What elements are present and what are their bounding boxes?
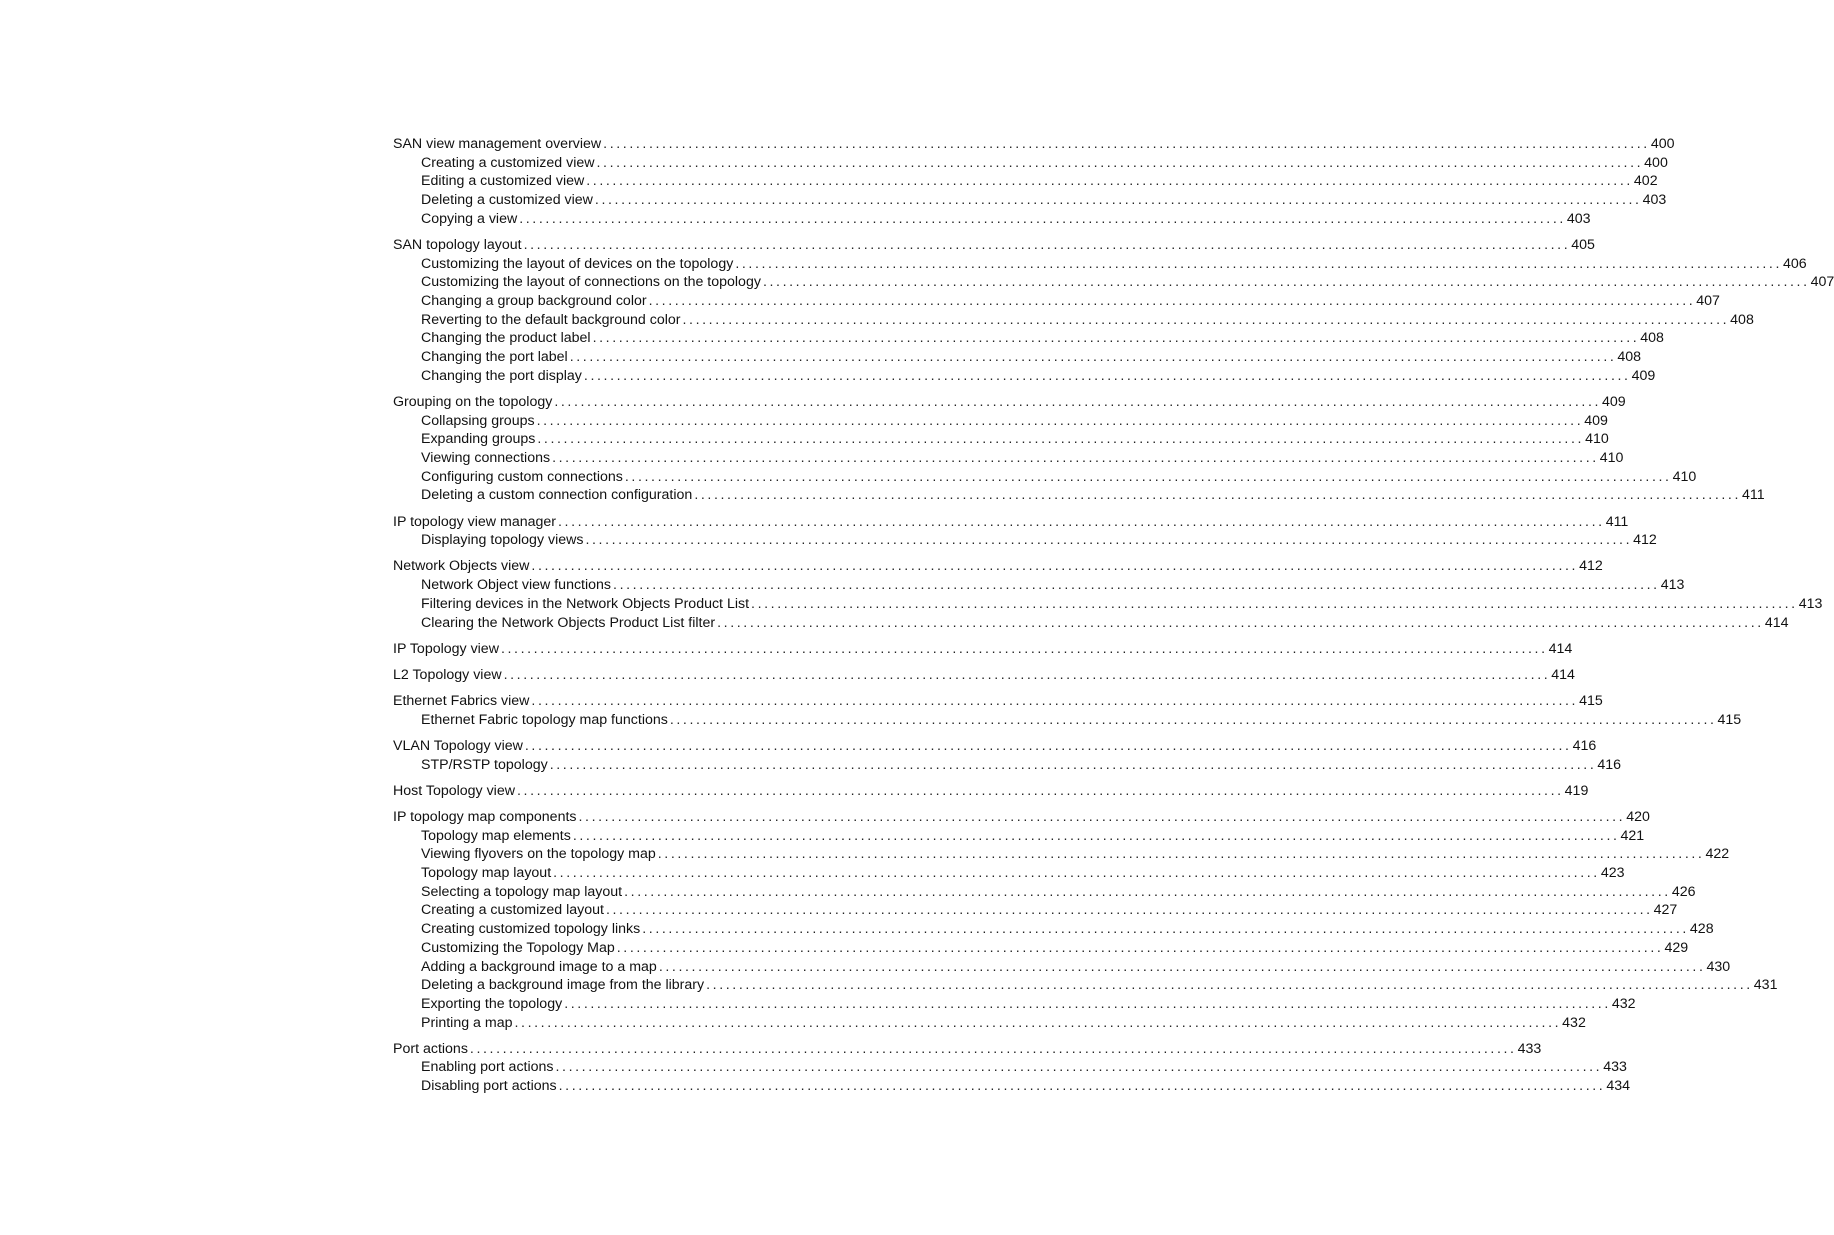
dot-leader: ................................................................................................................................................................	[514, 1014, 1562, 1031]
toc-subentry[interactable]	[393, 154, 1668, 173]
toc-entry-title: Creating customized topology links	[421, 921, 641, 938]
toc-entry-title: Printing a map	[421, 1014, 513, 1031]
toc-page-number: 409	[1584, 412, 1608, 429]
toc-page-number: 412	[1579, 558, 1603, 575]
toc-page-number: 427	[1653, 902, 1678, 919]
dot-leader: ................................................................................................................................................................	[500, 640, 1548, 657]
dot-leader: ................................................................................................................................................................	[572, 827, 1620, 844]
dot-leader: ................................................................................................................................................................	[717, 614, 1764, 631]
toc-entry-title: Port actions	[393, 1040, 468, 1057]
toc-subentry[interactable]	[393, 827, 1645, 846]
toc-entry-title: Ethernet Fabrics view	[393, 693, 530, 710]
toc-entry[interactable]	[393, 135, 1675, 154]
toc-subentry[interactable]	[393, 995, 1636, 1014]
toc-subentry[interactable]	[393, 845, 1730, 864]
toc-subentry[interactable]	[393, 311, 1754, 330]
toc-subentry[interactable]	[393, 255, 1807, 274]
toc-page-number: 405	[1571, 236, 1595, 253]
toc-entry-title: Collapsing groups	[421, 412, 535, 429]
toc-subentry[interactable]	[393, 486, 1765, 505]
toc-subentry[interactable]	[393, 292, 1720, 311]
toc-entry-title: Host Topology view	[393, 782, 515, 799]
toc-page-number: 408	[1617, 349, 1642, 366]
toc-page-number: 409	[1631, 367, 1656, 384]
toc-page-number: 420	[1626, 809, 1650, 825]
toc-entry-title: Filtering devices in the Network Objects Product List	[421, 595, 750, 612]
toc-subentry[interactable]	[393, 348, 1642, 367]
toc-section	[393, 557, 1823, 632]
toc-page-number: 433	[1603, 1059, 1627, 1076]
dot-leader: ................................................................................................................................................................	[682, 311, 1730, 328]
toc-page-number: 410	[1672, 468, 1697, 485]
toc-entry-title: Clearing the Network Objects Product List filter	[421, 614, 716, 631]
toc-subentry[interactable]	[393, 756, 1622, 775]
toc-page-number: 413	[1798, 595, 1823, 612]
toc-section	[393, 737, 1622, 774]
dot-leader: ................................................................................................................................................................	[694, 487, 1741, 504]
dot-leader: ................................................................................................................................................................	[554, 393, 1602, 410]
toc-page-number: 431	[1753, 977, 1778, 994]
toc-page-number: 407	[1810, 274, 1834, 291]
toc-entry-title: Topology map elements	[421, 827, 571, 844]
toc-subentry[interactable]	[393, 883, 1696, 902]
dot-leader: ................................................................................................................................................................	[523, 236, 1571, 253]
toc-subentry[interactable]	[393, 412, 1608, 431]
dot-leader: ................................................................................................................................................................	[578, 809, 1626, 825]
dot-leader: ................................................................................................................................................................	[553, 865, 1600, 882]
toc-page-number: 429	[1664, 939, 1689, 956]
toc-subentry[interactable]	[393, 939, 1689, 958]
toc-page-number: 426	[1671, 883, 1696, 900]
toc-entry-title: Deleting a customized view	[421, 192, 593, 209]
toc-entry-title: Grouping on the topology	[393, 393, 553, 410]
toc-section	[393, 692, 1742, 729]
toc-entry-title: Displaying topology views	[421, 532, 584, 549]
toc-subentry[interactable]	[393, 901, 1678, 920]
dot-leader: ................................................................................................................................................................	[616, 939, 1664, 956]
toc-page-number: 400	[1650, 136, 1675, 152]
dot-leader: ................................................................................................................................................................	[605, 902, 1653, 919]
toc-page-number: 434	[1606, 1078, 1630, 1095]
toc-entry-title: Network Objects view	[393, 558, 530, 575]
toc-page-number: 428	[1689, 921, 1714, 938]
toc-subentry[interactable]	[393, 864, 1625, 883]
toc-section	[393, 393, 1765, 505]
toc-page-number: 411	[1742, 487, 1765, 504]
dot-leader: ................................................................................................................................................................	[558, 513, 1605, 530]
toc-entry-title: Changing the port label	[421, 349, 568, 366]
toc-entry-title: Reverting to the default background color	[421, 311, 681, 328]
toc-subentry[interactable]	[393, 468, 1697, 487]
toc-page-number: 403	[1566, 210, 1591, 227]
dot-leader: ................................................................................................................................................................	[735, 255, 1782, 272]
dot-leader: ................................................................................................................................................................	[503, 666, 1551, 683]
toc-entry-title: SAN view management overview	[393, 136, 602, 152]
toc-page-number: 433	[1517, 1040, 1542, 1057]
dot-leader: ................................................................................................................................................................	[642, 921, 1689, 938]
dot-leader: ................................................................................................................................................................	[586, 173, 1633, 190]
toc-page-number: 410	[1585, 431, 1609, 448]
toc-entry-title: Deleting a background image from the library	[421, 977, 705, 994]
toc-page-number: 406	[1783, 255, 1807, 272]
toc-page-number: 410	[1599, 450, 1624, 466]
toc-page-number: 416	[1597, 756, 1622, 773]
toc-section	[393, 640, 1573, 659]
toc-entry-title: Changing the product label	[421, 330, 591, 347]
toc-entry-title: Viewing connections	[421, 450, 551, 466]
toc-entry-title: IP topology view manager	[393, 513, 556, 530]
dot-leader: ................................................................................................................................................................	[592, 330, 1640, 347]
toc-section	[393, 666, 1575, 685]
toc-subentry[interactable]	[393, 430, 1609, 449]
toc-section	[393, 135, 1675, 228]
dot-leader: ................................................................................................................................................................	[657, 846, 1705, 863]
toc-entry-title: Viewing flyovers on the topology map	[421, 846, 656, 863]
toc-page-number: 421	[1620, 827, 1645, 844]
toc-page-number: 409	[1602, 393, 1626, 410]
dot-leader: ................................................................................................................................................................	[583, 367, 1631, 384]
toc-page-number: 403	[1642, 192, 1667, 209]
toc-entry-title: Deleting a custom connection configuration	[421, 487, 693, 504]
dot-leader: ................................................................................................................................................................	[706, 977, 1753, 994]
toc-entry-title: Selecting a topology map layout	[421, 883, 623, 900]
dot-leader: ................................................................................................................................................................	[751, 595, 1798, 612]
toc-subentry[interactable]	[393, 449, 1624, 468]
toc-page-number: 432	[1611, 995, 1636, 1012]
toc-entry-title: Editing a customized view	[421, 173, 585, 190]
toc-entry-title: VLAN Topology view	[393, 737, 523, 754]
toc-page-number: 432	[1562, 1014, 1586, 1031]
dot-leader: ................................................................................................................................................................	[552, 450, 1599, 466]
toc-subentry[interactable]	[393, 210, 1591, 229]
dot-leader: ................................................................................................................................................................	[531, 558, 1579, 575]
toc-entry-title: Exporting the topology	[421, 995, 563, 1012]
toc-entry-title: SAN topology layout	[393, 236, 522, 253]
toc-section	[393, 236, 1834, 386]
toc-entry[interactable]	[393, 393, 1626, 412]
dot-leader: ................................................................................................................................................................	[613, 577, 1660, 594]
dot-leader: ................................................................................................................................................................	[658, 958, 1706, 975]
toc-page-number: 422	[1705, 846, 1730, 863]
toc-entry-title: Changing a group background color	[421, 293, 647, 309]
toc-subentry[interactable]	[393, 531, 1657, 550]
toc-page-number: 415	[1579, 693, 1603, 710]
toc-entry-title: STP/RSTP topology	[421, 756, 548, 773]
dot-leader: ................................................................................................................................................................	[516, 782, 1564, 799]
toc-subentry[interactable]	[393, 1077, 1630, 1096]
toc-page-number: 407	[1696, 293, 1720, 309]
toc-entry-title: Topology map layout	[421, 865, 552, 882]
toc-entry[interactable]	[393, 236, 1595, 255]
toc-entry-title: Customizing the layout of connections on the topology	[421, 274, 761, 291]
toc-entry[interactable]	[393, 557, 1603, 576]
toc-entry-title: Customizing the layout of devices on the topology	[421, 255, 734, 272]
toc-subentry[interactable]	[393, 367, 1656, 386]
toc-subentry[interactable]	[393, 920, 1714, 939]
toc-page-number: 402	[1633, 173, 1658, 190]
toc-entry[interactable]	[393, 808, 1650, 827]
toc-entry-title: Creating a customized layout	[421, 902, 604, 919]
toc-entry-title: Network Object view functions	[421, 577, 612, 594]
dot-leader: ................................................................................................................................................................	[624, 883, 1671, 900]
toc-page-number: 423	[1600, 865, 1625, 882]
dot-leader: ................................................................................................................................................................	[537, 431, 1585, 448]
toc-section	[393, 808, 1778, 1032]
toc-entry-title: Changing the port display	[421, 367, 582, 384]
toc-page-number: 408	[1640, 330, 1664, 347]
toc-page-number: 414	[1764, 614, 1789, 631]
dot-leader: ................................................................................................................................................................	[469, 1040, 1517, 1057]
toc-page-number: 408	[1730, 311, 1754, 328]
toc-entry[interactable]	[393, 692, 1603, 711]
dot-leader: ................................................................................................................................................................	[558, 1078, 1606, 1095]
dot-leader: ................................................................................................................................................................	[624, 468, 1672, 485]
toc-entry-title: Enabling port actions	[421, 1059, 554, 1076]
dot-leader: ................................................................................................................................................................	[524, 737, 1572, 754]
toc-entry-title: IP topology map components	[393, 809, 577, 825]
dot-leader: ................................................................................................................................................................	[564, 995, 1611, 1012]
toc-subentry[interactable]	[393, 329, 1664, 348]
toc-page-number: 411	[1605, 513, 1629, 530]
toc-subentry[interactable]	[393, 1058, 1627, 1077]
dot-leader: ................................................................................................................................................................	[596, 154, 1644, 171]
toc-entry-title: Adding a background image to a map	[421, 958, 657, 975]
dot-leader: ................................................................................................................................................................	[569, 349, 1617, 366]
toc-subentry[interactable]	[393, 191, 1667, 210]
table-of-contents	[393, 135, 1834, 1103]
dot-leader: ................................................................................................................................................................	[555, 1059, 1603, 1076]
dot-leader: ................................................................................................................................................................	[669, 711, 1717, 728]
dot-leader: ................................................................................................................................................................	[519, 210, 1566, 227]
dot-leader: ................................................................................................................................................................	[594, 192, 1642, 209]
toc-subentry[interactable]	[393, 958, 1731, 977]
toc-page-number: 430	[1706, 958, 1731, 975]
toc-subentry[interactable]	[393, 711, 1742, 730]
toc-entry-title: IP Topology view	[393, 640, 499, 657]
dot-leader: ................................................................................................................................................................	[531, 693, 1579, 710]
toc-page-number: 400	[1644, 154, 1668, 171]
toc-section	[393, 782, 1589, 801]
toc-page-number: 412	[1633, 532, 1657, 549]
dot-leader: ................................................................................................................................................................	[536, 412, 1584, 429]
toc-subentry[interactable]	[393, 1014, 1586, 1033]
dot-leader: ................................................................................................................................................................	[648, 293, 1696, 309]
toc-page-number: 419	[1564, 782, 1589, 799]
dot-leader: ................................................................................................................................................................	[603, 136, 1650, 152]
toc-entry[interactable]	[393, 666, 1575, 685]
toc-entry[interactable]	[393, 513, 1629, 532]
toc-page-number: 416	[1572, 737, 1597, 754]
toc-subentry[interactable]	[393, 172, 1658, 191]
toc-entry-title: Expanding groups	[421, 431, 536, 448]
toc-page-number: 414	[1548, 640, 1573, 657]
toc-page-number: 414	[1551, 666, 1575, 683]
toc-subentry[interactable]	[393, 976, 1778, 995]
toc-subentry[interactable]	[393, 576, 1685, 595]
toc-subentry[interactable]	[393, 273, 1834, 292]
toc-entry[interactable]	[393, 1040, 1542, 1059]
toc-subentry[interactable]	[393, 595, 1823, 614]
toc-entry-title: Disabling port actions	[421, 1078, 557, 1095]
toc-entry-title: Configuring custom connections	[421, 468, 623, 485]
toc-entry-title: Copying a view	[421, 210, 518, 227]
toc-entry-title: Customizing the Topology Map	[421, 939, 615, 956]
toc-entry[interactable]	[393, 640, 1573, 659]
dot-leader: ................................................................................................................................................................	[762, 274, 1810, 291]
toc-entry[interactable]	[393, 782, 1589, 801]
toc-entry-title: Creating a customized view	[421, 154, 595, 171]
toc-entry[interactable]	[393, 737, 1597, 756]
toc-section	[393, 1040, 1630, 1096]
toc-page-number: 415	[1717, 711, 1742, 728]
toc-page-number: 413	[1660, 577, 1685, 594]
toc-section	[393, 513, 1657, 550]
toc-entry-title: L2 Topology view	[393, 666, 502, 683]
dot-leader: ................................................................................................................................................................	[549, 756, 1597, 773]
dot-leader: ................................................................................................................................................................	[585, 532, 1633, 549]
toc-subentry[interactable]	[393, 614, 1789, 633]
toc-entry-title: Ethernet Fabric topology map functions	[421, 711, 668, 728]
